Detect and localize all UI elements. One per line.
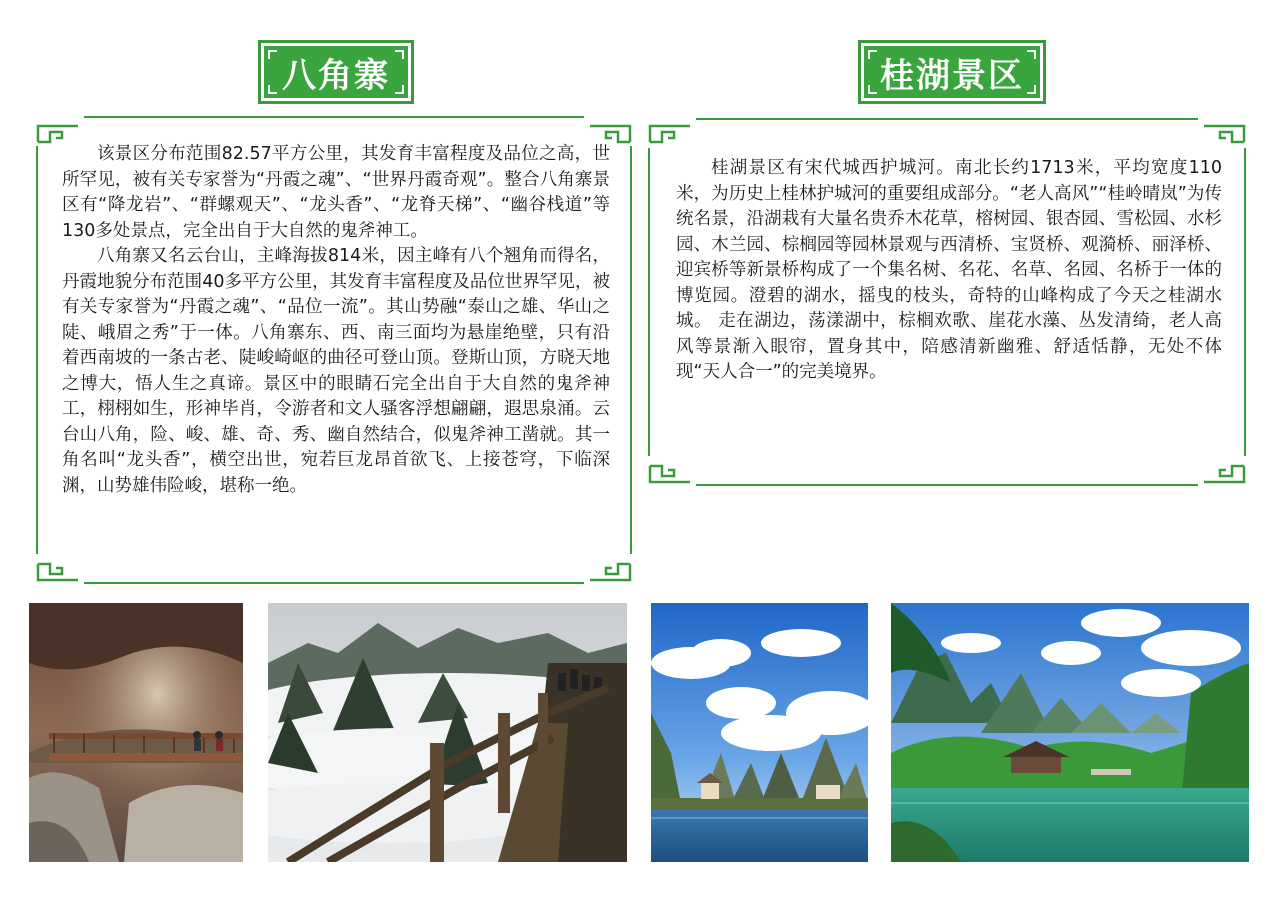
text-bajiaozhai [62,142,610,499]
corner-ornament-icon [648,464,692,486]
lake-pagoda-photo [891,603,1249,862]
cave-walkway-photo [29,603,243,862]
corner-ornament-icon [648,122,692,144]
paragraph: 桂湖景区有宋代城西护城河。南北长约1713米，平均宽度110米，为历史上桂林护城河的重要组成部分。“老人高风”“桂岭晴岚”为传统名景，沿湖栽有大量名贵乔木花草，榕树园、银杏园、雪松园、水杉园、木兰园、棕榈园等园林景观与西清桥、宝贤桥、观漪桥、丽泽桥、迎宾桥等新景桥构成了一个集名树、名花、名草、名园、名桥于一体的博览园。澄碧的湖水，摇曳的枝头，奇特的山峰构成了今天之桂湖水城。 走在湖边，荡漾湖中，棕榈欢歌、崖花水藻、丛发清绮，老人高风等景渐入眼帘，置身其中，陪感清新幽雅、舒适恬静，无处不体现“天人合一”的完美境界。 [676,158,1222,382]
corner-ornament-icon [1202,464,1246,486]
title-guihu: 桂湖景区 [880,55,1024,96]
corner-ornament-icon [36,122,80,144]
sea-of-clouds-photo [268,603,627,862]
karst-river-photo [651,603,868,862]
corner-ornament-icon [1202,122,1246,144]
corner-ornament-icon [588,562,632,584]
paragraph: 该景区分布范围82.57平方公里，其发育丰富程度及品位之高，世所罕见，被有关专家誉为“丹霞之魂”、“世界丹霞奇观”。整合八角寨景区有“降龙岩”、“群螺观天”、“龙头香”、“龙脊天梯”、“幽谷栈道”等130多处景点，完全出自于大自然的鬼斧神工。 [62,144,610,241]
corner-ornament-icon [588,122,632,144]
title-badge-bajiaozhai [258,40,414,104]
title-badge-guihu [858,40,1046,104]
paragraph: 八角寨又名云台山，主峰海拔814米，因主峰有八个翘角而得名，丹霞地貌分布范围40多平方公里，其发育丰富程度及品位世界罕见，被有关专家誉为“丹霞之魂”、“品位一流”。其山势融“泰山之雄、华山之陡、峨眉之秀”于一体。八角寨东、西、南三面均为悬崖绝壁，只有沿着西南坡的一条古老、陡峻崎岖的曲径可登山顶。登斯山顶，方晓天地之博大，悟人生之真谛。景区中的眼睛石完全出自于大自然的鬼斧神工，栩栩如生，形神毕肖，令游者和文人骚客浮想翩翩，遐思泉涌。云台山八角，险、峻、雄、奇、秀、幽自然结合，似鬼斧神工凿就。其一角名叫“龙头香”，横空出世，宛若巨龙昂首欲飞、上接苍穹，下临深渊，山势雄伟险峻，堪称一绝。 [62,246,610,496]
corner-ornament-icon [36,562,80,584]
title-bajiaozhai: 八角寨 [282,55,390,96]
text-guihu [676,156,1222,386]
